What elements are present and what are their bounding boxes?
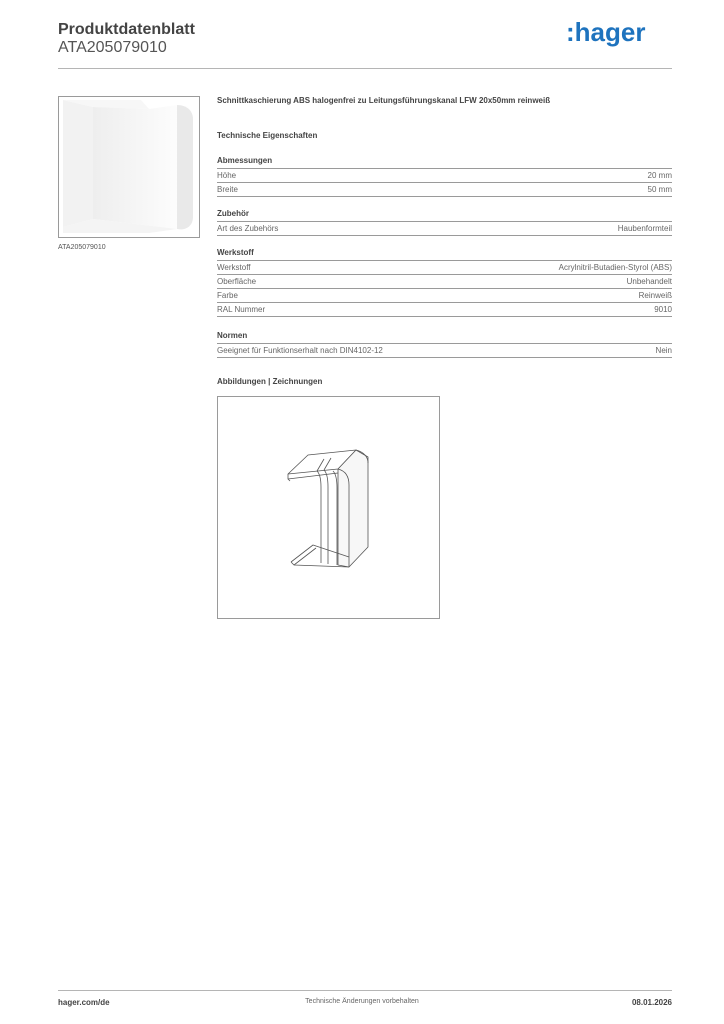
footer-divider [58, 990, 672, 991]
property-label: Farbe [217, 291, 238, 300]
property-row [217, 222, 672, 236]
property-label: Höhe [217, 171, 237, 180]
property-value: 20 mm [647, 171, 672, 180]
property-row [217, 275, 672, 289]
property-row [217, 183, 672, 197]
section-title: Abmessungen [217, 156, 672, 169]
property-label: Art des Zubehörs [217, 224, 279, 233]
section-title: Werkstoff [217, 248, 672, 261]
cover-clip-line-drawing-icon [218, 397, 439, 618]
property-value: Nein [655, 346, 672, 355]
section-title: Normen [217, 331, 672, 344]
footer-website-link[interactable]: hager.com/de [58, 998, 110, 1007]
property-label: Breite [217, 185, 238, 194]
section-dimensions [217, 156, 672, 197]
section-title: Zubehör [217, 209, 672, 222]
property-label: Geeignet für Funktionserhalt nach DIN4102-12 [217, 346, 383, 355]
property-label: Werkstoff [217, 263, 251, 272]
header-divider [58, 68, 672, 69]
property-row [217, 169, 672, 183]
property-label: RAL Nummer [217, 305, 266, 314]
property-row [217, 261, 672, 275]
property-row [217, 303, 672, 317]
technical-drawing [217, 396, 440, 619]
section-material [217, 248, 672, 317]
photo-caption: ATA205079010 [58, 244, 106, 251]
property-value: 9010 [654, 305, 672, 314]
brand-logo-text: :hager [566, 17, 646, 47]
property-value: Reinweiß [638, 291, 672, 300]
cover-clip-photo-icon [59, 97, 199, 237]
property-row [217, 289, 672, 303]
footer-disclaimer: Technische Änderungen vorbehalten [305, 998, 419, 1005]
product-photo [58, 96, 200, 238]
footer-date: 08.01.2026 [631, 998, 672, 1007]
product-description: Schnittkaschierung ABS halogenfrei zu Leitungsführungskanal LFW 20x50mm reinweiß [217, 96, 551, 105]
section-standards [217, 331, 672, 358]
property-value: Acrylnitril-Butadien-Styrol (ABS) [558, 263, 672, 272]
product-id: ATA205079010 [58, 39, 167, 56]
property-row [217, 344, 672, 358]
technical-properties-heading: Technische Eigenschaften [217, 131, 318, 140]
hager-logo [566, 17, 656, 47]
section-accessory [217, 209, 672, 236]
property-value: Haubenformteil [617, 224, 672, 233]
document-title: Produktdatenblatt [58, 21, 195, 38]
property-label: Oberfläche [217, 277, 257, 286]
property-value: Unbehandelt [626, 277, 672, 286]
drawings-heading: Abbildungen | Zeichnungen [217, 377, 323, 386]
property-value: 50 mm [647, 185, 672, 194]
